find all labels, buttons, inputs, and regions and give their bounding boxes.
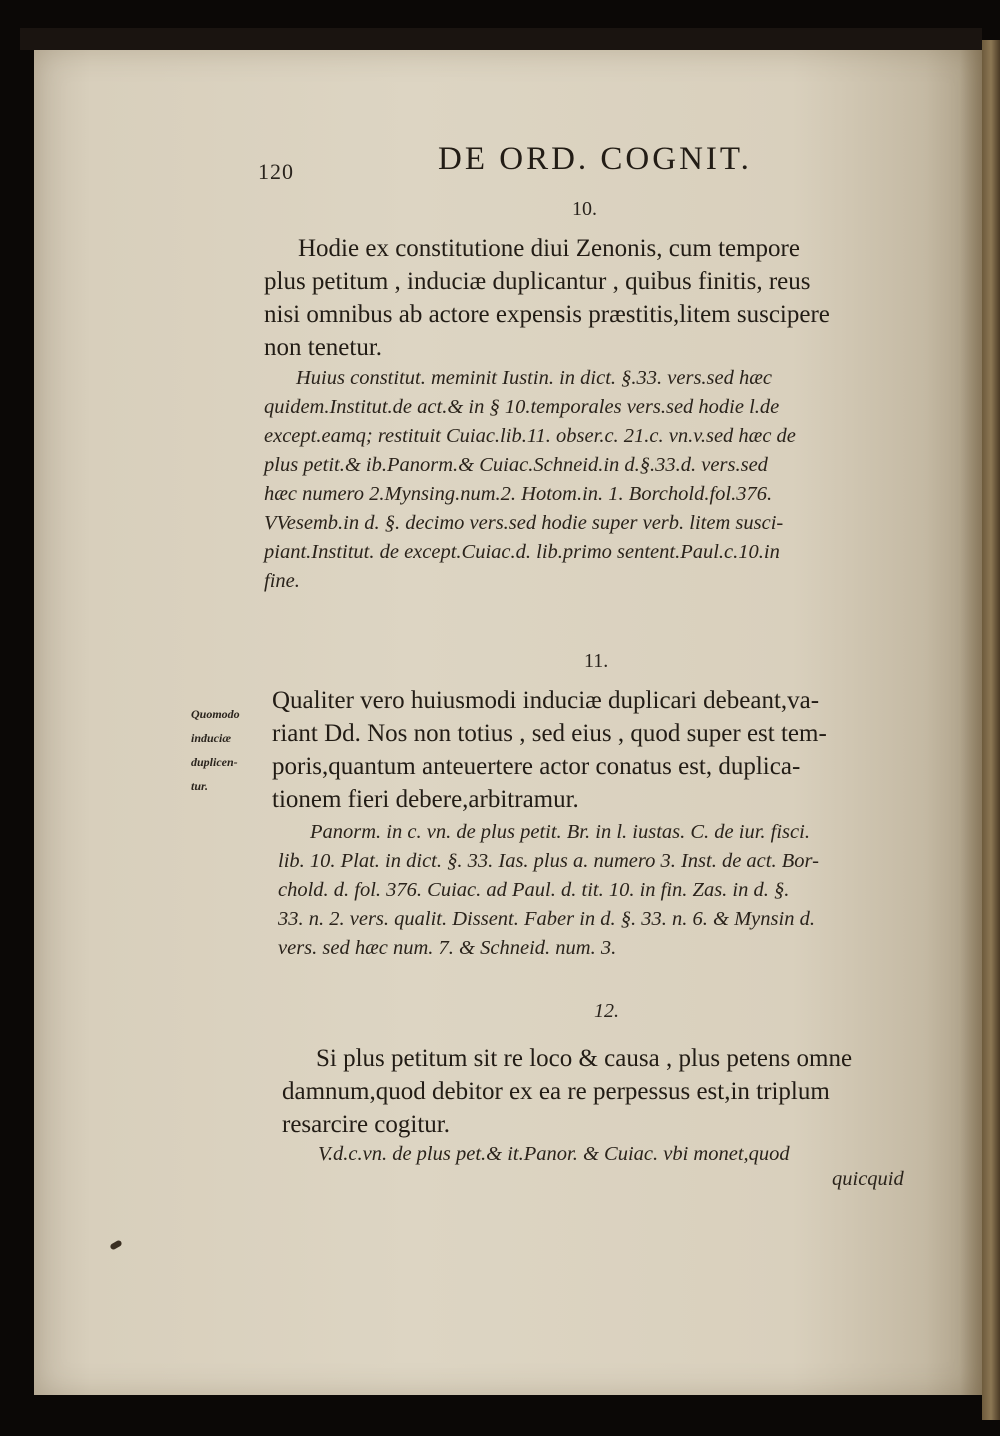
section-number-11: 11.	[584, 650, 609, 672]
note-line: lib. 10. Plat. in dict. §. 33. Ias. plus a. numero 3. Inst. de act. Bor-	[278, 850, 819, 872]
margin-note	[191, 702, 261, 798]
note-line: vers. sed hæc num. 7. & Schneid. num. 3.	[278, 937, 617, 959]
main-line: Qualiter vero huiusmodi induciæ duplicari debeant,va-	[272, 687, 820, 714]
margin-note-line: Quomodo	[191, 707, 240, 721]
note-line: chold. d. fol. 376. Cuiac. ad Paul. d. tit. 10. in fin. Zas. in d. §.	[278, 879, 790, 901]
main-line: resarcire cogitur.	[282, 1111, 450, 1138]
note-line: Huius constitut. meminit Iustin. in dict. §.33. vers.sed hæc	[296, 367, 773, 389]
section-number-10: 10.	[572, 198, 597, 220]
main-line: damnum,quod debitor ex ea re perpessus est,in triplum	[282, 1078, 830, 1105]
note-line: 33. n. 2. vers. qualit. Dissent. Faber in d. §. 33. n. 6. & Mynsin d.	[278, 908, 815, 930]
scan-top-border	[20, 28, 982, 50]
margin-note-line: duplicen-	[191, 755, 238, 769]
book-spine-edge	[982, 40, 1000, 1420]
page-header	[258, 141, 798, 185]
note-line: piant.Institut. de except.Cuiac.d. lib.primo sentent.Paul.c.10.in	[264, 541, 780, 563]
section-11-main-text	[272, 684, 932, 816]
main-line: Si plus petitum sit re loco & causa , plus petens omne	[316, 1045, 853, 1072]
catchword: quicquid	[832, 1168, 904, 1190]
main-line: riant Dd. Nos non totius , sed eius , quod super est tem-	[272, 720, 827, 747]
section-12-main-text	[282, 1042, 932, 1141]
main-line: plus petitum , induciæ duplicantur , quibus finitis, reus	[264, 268, 811, 295]
section-11-note	[278, 818, 928, 963]
main-line: tionem fieri debere,arbitramur.	[272, 786, 579, 813]
main-line: poris,quantum anteuertere actor conatus est, duplica-	[272, 753, 801, 780]
section-10-main-text	[264, 232, 928, 364]
note-line: V.d.c.vn. de plus pet.& it.Panor. & Cuiac. vbi monet,quod	[318, 1143, 790, 1165]
note-line: quidem.Institut.de act.& in § 10.temporales vers.sed hodie l.de	[264, 396, 780, 418]
running-head: DE ORD. COGNIT.	[438, 141, 752, 177]
note-line: fine.	[264, 570, 300, 592]
page-number: 120	[258, 159, 294, 184]
note-line: except.eamq; restituit Cuiac.lib.11. obser.c. 21.c. vn.v.sed hæc de	[264, 425, 796, 447]
main-line: Hodie ex constitutione diui Zenonis, cum tempore	[298, 235, 800, 262]
margin-note-line: tur.	[191, 779, 209, 793]
page-shadow-edge	[960, 50, 982, 1395]
note-line: plus petit.& ib.Panorm.& Cuiac.Schneid.in d.§.33.d. vers.sed	[264, 454, 768, 476]
note-line: hæc numero 2.Mynsing.num.2. Hotom.in. 1. Borchold.fol.376.	[264, 483, 773, 505]
margin-note-line: induciæ	[191, 731, 232, 745]
note-line: Panorm. in c. vn. de plus petit. Br. in l. iustas. C. de iur. fisci.	[310, 821, 810, 843]
section-number-12: 12.	[594, 1000, 619, 1022]
main-line: non tenetur.	[264, 334, 383, 361]
section-12-note	[286, 1140, 932, 1169]
main-line: nisi omnibus ab actore expensis præstitis,litem suscipere	[264, 301, 830, 328]
section-10-note	[264, 364, 928, 596]
note-line: VVesemb.in d. §. decimo vers.sed hodie super verb. litem susci-	[264, 512, 784, 534]
